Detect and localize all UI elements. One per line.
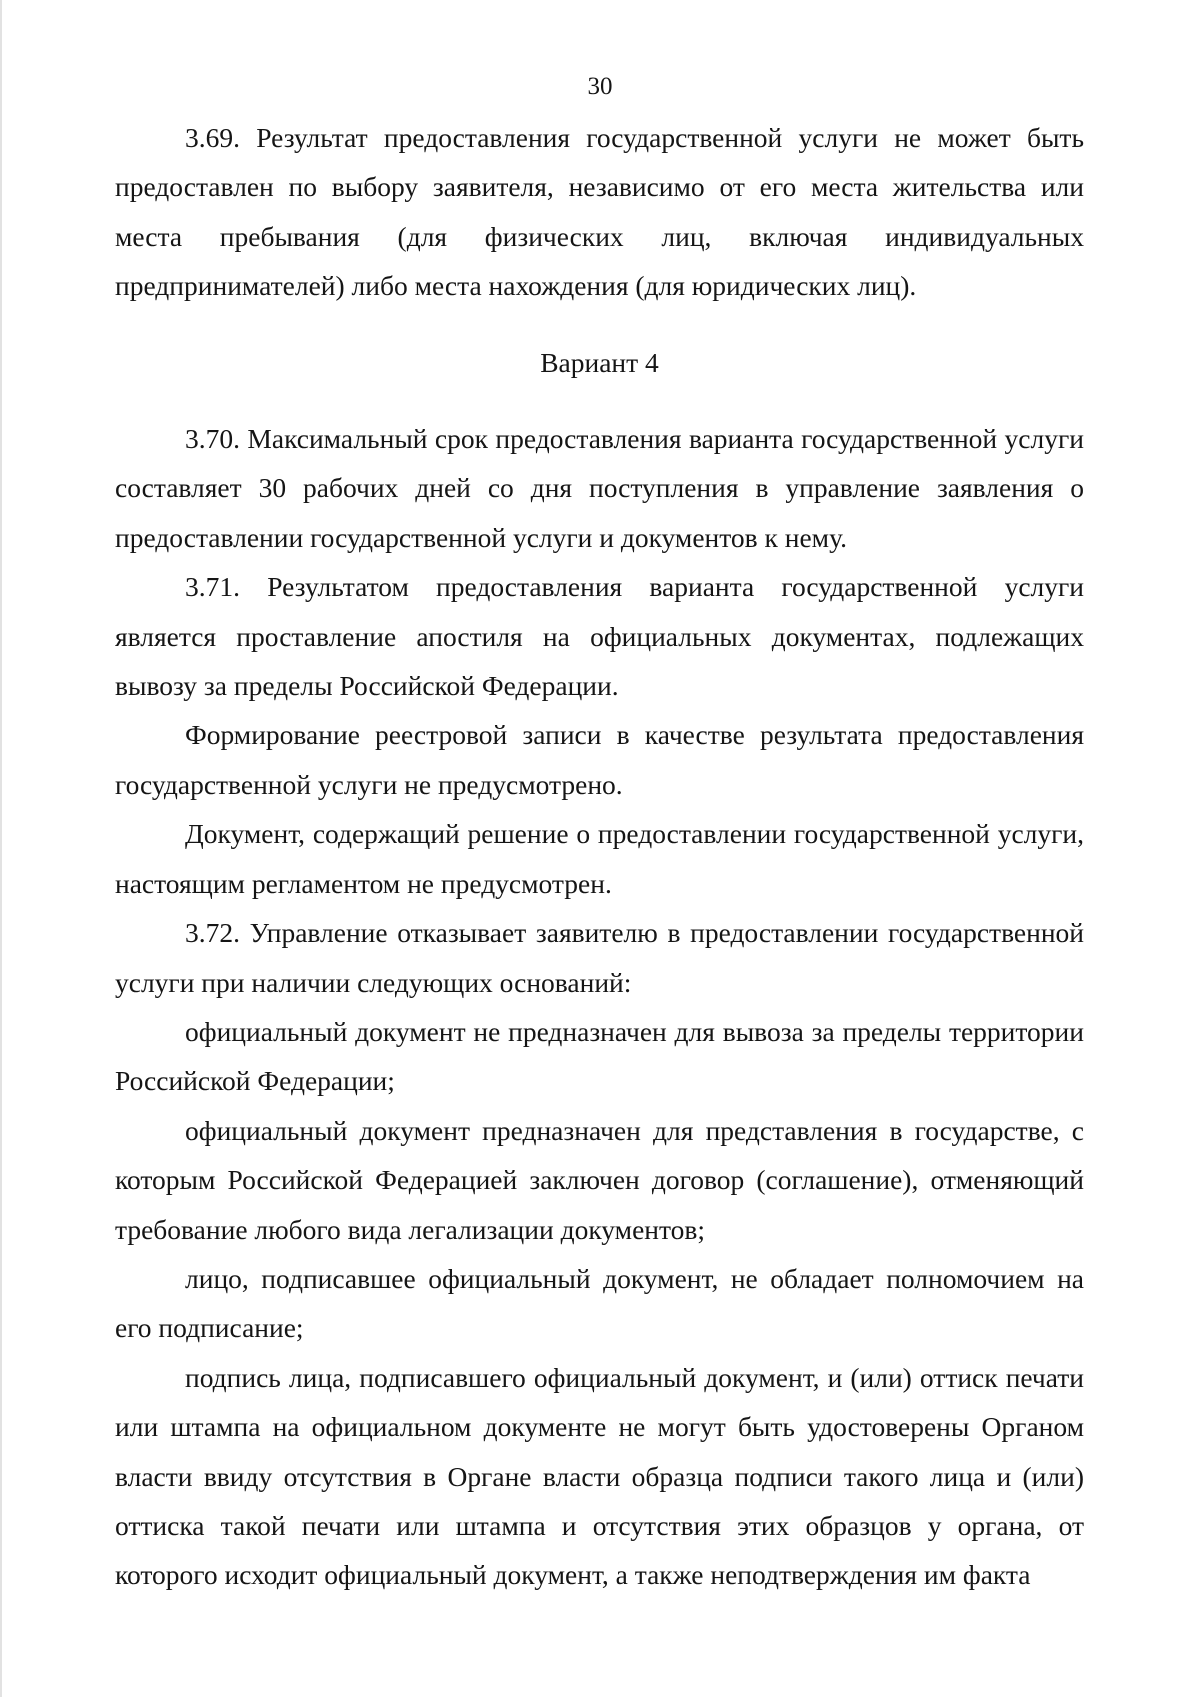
paragraph-3-71: 3.71. Результатом предоставления варианта государственной услуги является проставление апостиля на официальных документах, подлежащих вывозу за пределы Российской Федерации. [115, 571, 1084, 702]
paragraph-decision-document: Документ, содержащий решение о предоставлении государственной услуги, настоящим регламентом не предусмотрен. [115, 818, 1084, 899]
page-number: 30 [587, 73, 613, 100]
list-item-ground-4: подпись лица, подписавшего официальный документ, и (или) оттиск печати или штампа на официальном документе не могут быть удостоверены Органом власти ввиду отсутствия в Органе власти образца подписи такого лица и (или) оттиска такой печати или штампа и отсутствия этих образцов у органа, от которого исходит официальный документ, а также неподтверждения им факта [115, 1361, 1084, 1591]
list-item-ground-1: официальный документ не предназначен для вывоза за пределы территории Российской Федерации; [115, 1015, 1084, 1097]
page-edge [0, 0, 2, 1697]
paragraph-3-70: 3.70. Максимальный срок предоставления варианта государственной услуги составляет 30 рабочих дней со дня поступления в управление заявления о предоставлении государственной услуги и документов к нему. [115, 423, 1084, 553]
paragraph-registry-record: Формирование реестровой записи в качестве результата предоставления государственной услуги не предусмотрено. [115, 719, 1084, 800]
document-body [115, 113, 1084, 1600]
section-heading-variant-4: Вариант 4 [540, 346, 659, 378]
list-item-ground-3: лицо, подписавшее официальный документ, не обладает полномочием на его подписание; [115, 1262, 1084, 1344]
paragraph-3-72: 3.72. Управление отказывает заявителю в предоставлении государственной услуги при наличии следующих оснований: [115, 917, 1084, 998]
paragraph-3-69: 3.69. Результат предоставления государственной услуги не может быть предоставлен по выбору заявителя, независимо от его места жительства или места пребывания (для физических лиц, включая индивидуальных предпринимателей) либо места нахождения (для юридических лиц). [115, 122, 1084, 302]
list-item-ground-2: официальный документ предназначен для представления в государстве, с которым Российской Федерацией заключен договор (соглашение), отменяющий требование любого вида легализации документов; [115, 1114, 1084, 1245]
